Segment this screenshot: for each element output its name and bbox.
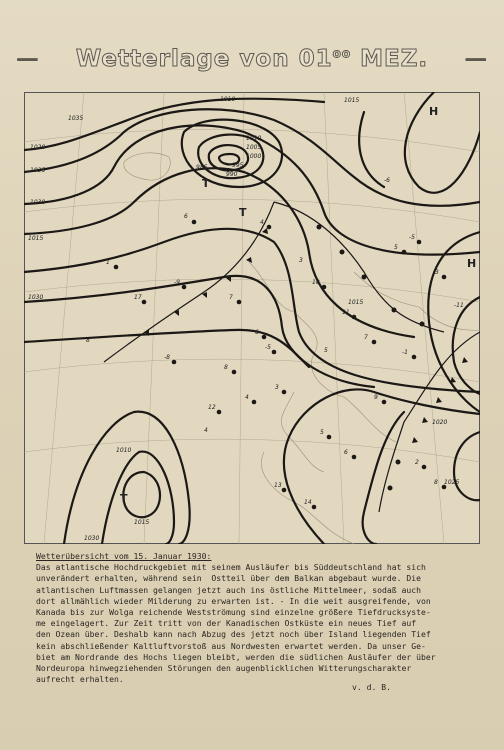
title-text: Wetterlage von 01 bbox=[75, 46, 333, 72]
station-value: 8 bbox=[224, 364, 228, 371]
station-value: 8 bbox=[86, 337, 90, 344]
high-pressure-label: H bbox=[467, 257, 477, 270]
station-value: 10 bbox=[312, 279, 320, 286]
weather-map bbox=[24, 92, 480, 544]
low-pressure-label: T bbox=[202, 177, 210, 190]
station-value: -1 bbox=[402, 349, 408, 356]
report-signature: v. d. B. bbox=[352, 682, 391, 692]
isobar-label: 1010 bbox=[220, 96, 236, 103]
title-dash-left: — bbox=[15, 46, 40, 72]
isobar-label: 1035 bbox=[68, 115, 84, 122]
station-value: 8 bbox=[434, 479, 438, 486]
isobar-label: 1010 bbox=[246, 135, 262, 142]
station-value: 17 bbox=[134, 294, 142, 301]
report-line: Kanada bis zur Wolga reichende Westströmung sind einzelne größere Tiefdrucksyste- bbox=[36, 607, 431, 618]
isobar-label: 1020 bbox=[432, 419, 448, 426]
station-value: 3 bbox=[435, 269, 439, 276]
report-line: kein abschließender Kaltluftvorstoß aus Nordwesten erwartet werden. Da unser Ge- bbox=[36, 640, 426, 651]
weather-report bbox=[36, 551, 486, 685]
low-pressure-label: T bbox=[239, 206, 247, 219]
report-line: Das atlantische Hochdruckgebiet mit seinem Ausläufer bis Süddeutschland hat sich bbox=[36, 562, 426, 573]
station-value: 11 bbox=[342, 309, 350, 316]
report-line: dort allmählich wieder Milderung zu erwarten ist. - In die weit ausgreifende, von bbox=[36, 595, 431, 606]
isobar-label: 1000 bbox=[246, 153, 262, 160]
station-value: -6 bbox=[384, 177, 390, 184]
station-value: 12 bbox=[208, 404, 216, 411]
page-title bbox=[0, 46, 504, 72]
isobar-label: 1030 bbox=[30, 199, 46, 206]
station-value: 4 bbox=[204, 427, 208, 434]
station-value: -11 bbox=[454, 302, 464, 309]
isobar-label: 1005 bbox=[246, 144, 262, 151]
isobar-label: 1010 bbox=[116, 447, 132, 454]
isobar-label: 985 bbox=[196, 164, 208, 171]
report-line: atlantischen Luftmassen gelangen jetzt auch ins östliche Mittelmeer, sodaß auch bbox=[36, 584, 421, 595]
station-value: -5 bbox=[265, 344, 271, 351]
station-value: 6 bbox=[344, 449, 348, 456]
report-line: unverändert erhalten, während sein Ostteil über dem Balkan abgebaut wurde. Die bbox=[36, 573, 421, 584]
station-value: 3 bbox=[275, 384, 279, 391]
isobar-label: 1015 bbox=[344, 97, 360, 104]
station-value: 4 bbox=[260, 219, 264, 226]
station-value: 7 bbox=[229, 294, 233, 301]
report-line: aufrecht erhalten. bbox=[36, 674, 124, 685]
station-value: 6 bbox=[184, 213, 188, 220]
station-value: -9 bbox=[174, 279, 180, 286]
title-dash-spacer-right bbox=[437, 46, 455, 72]
station-value: 4 bbox=[245, 394, 249, 401]
title-dash-spacer bbox=[49, 46, 67, 72]
low-pressure-label: T bbox=[120, 492, 128, 505]
weather-map-svg bbox=[24, 92, 480, 544]
map-frame bbox=[25, 93, 480, 544]
isobar-label: 995 bbox=[232, 162, 244, 169]
title-dash-right: — bbox=[464, 46, 489, 72]
report-line: biet am Nordrande des Hochs liegen bleibt, werden die südlichen Ausläufer der über bbox=[36, 651, 436, 662]
high-pressure-label: H bbox=[429, 105, 439, 118]
station-value: 9 bbox=[374, 394, 378, 401]
report-heading: Wetterübersicht vom 15. Januar 1930: bbox=[36, 551, 212, 561]
station-value: -8 bbox=[164, 354, 170, 361]
isobar-label: 1025 bbox=[444, 479, 460, 486]
isobar-label: 1015 bbox=[134, 519, 150, 526]
isobar-label: 1015 bbox=[348, 299, 364, 306]
station-value: 5 bbox=[324, 347, 328, 354]
isobar-label: 990 bbox=[226, 171, 238, 178]
isobar-label: 1030 bbox=[28, 294, 44, 301]
station-value: 1 bbox=[106, 259, 110, 266]
station-value: 6 bbox=[255, 329, 259, 336]
station-value: 3 bbox=[299, 257, 303, 264]
title-suffix: MEZ. bbox=[351, 46, 429, 72]
station-value: 2 bbox=[415, 459, 419, 466]
title-superscript: oo bbox=[332, 46, 352, 61]
station-value: -5 bbox=[409, 234, 415, 241]
isobar-label: 1015 bbox=[28, 235, 44, 242]
isobar-label: 1020 bbox=[30, 144, 46, 151]
station-value: 5 bbox=[320, 429, 324, 436]
isobar-label: 1025 bbox=[30, 167, 46, 174]
station-value: 5 bbox=[394, 244, 398, 251]
isobar-label: 1030 bbox=[84, 535, 100, 542]
station-value: 7 bbox=[364, 334, 368, 341]
report-line: den Ozean über. Deshalb kann nach Abzug des jetzt noch über Island liegenden Tief bbox=[36, 629, 431, 640]
station-value: 13 bbox=[274, 482, 282, 489]
report-line: me eingelagert. Zur Zeit tritt von der Kanadischen Ostküste ein neues Tief auf bbox=[36, 618, 417, 629]
report-line: Nordeuropa hinwegziehenden Störungen den augenblicklichen Witterungscharakter bbox=[36, 663, 412, 674]
station-value: 14 bbox=[304, 499, 312, 506]
